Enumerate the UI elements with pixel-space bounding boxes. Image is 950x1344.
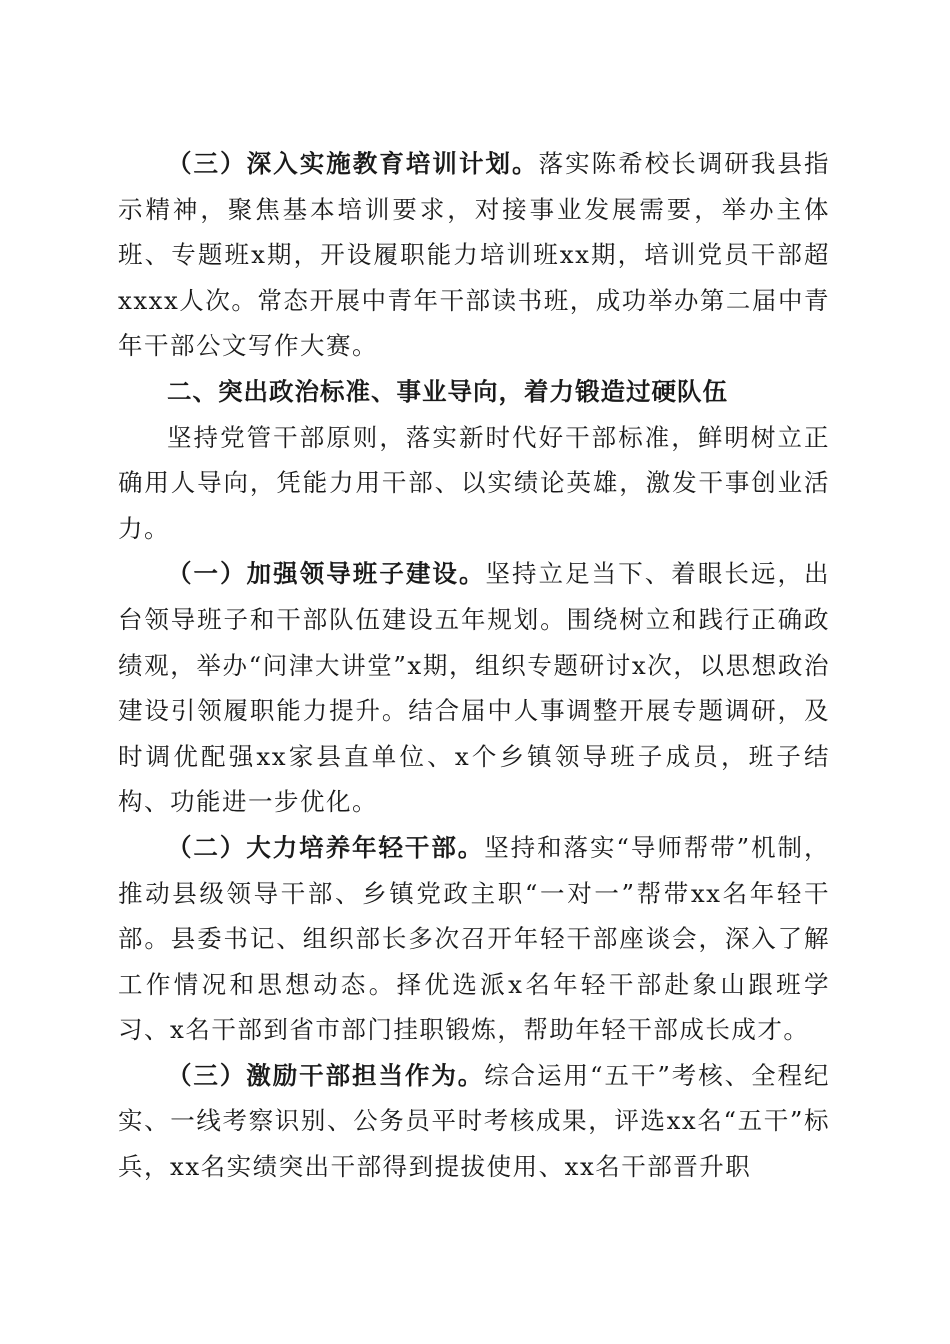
paragraph-leadership-teams: [118, 551, 830, 825]
paragraph-lead: （二）大力培养年轻干部。: [167, 832, 485, 862]
paragraph-text: 坚持和落实“导师帮带”机制，推动县级领导干部、乡镇党政主职“一对一”帮带xx名年轻干部。县委书记、组织部长多次召开年轻干部座谈会，深入了解工作情况和思想动态。择优选派x名年轻干部赴象山跟班学习、x名干部到省市部门挂职锻炼，帮助年轻干部成长成才。: [118, 832, 830, 1045]
paragraph-young-cadres: [118, 825, 830, 1053]
paragraph-incentives: [118, 1053, 830, 1190]
section-heading: 二、突出政治标准、事业导向，着力锻造过硬队伍: [167, 376, 728, 406]
paragraph-text: 坚持立足当下、着眼长远，出台领导班子和干部队伍建设五年规划。围绕树立和践行正确政绩观，举办“问津大讲堂”x期，组织专题研讨x次，以思想政治建设引领履职能力提升。结合届中人事调整开展专题调研，及时调优配强xx家县直单位、x个乡镇领导班子成员，班子结构、功能进一步优化。: [118, 559, 830, 817]
paragraph-lead: （一）加强领导班子建设。: [167, 559, 486, 589]
paragraph-lead: （三）深入实施教育培训计划。: [167, 149, 539, 178]
paragraph-text: 落实陈希校长调研我县指示精神，聚焦基本培训要求，对接事业发展需要，举办主体班、专题班x期，开设履职能力培训班xx期，培训党员干部超xxxx人次。常态开展中青年干部读书班，成功举办第二届中青年干部公文写作大赛。: [118, 149, 831, 361]
paragraph-lead: （三）激励干部担当作为。: [167, 1060, 485, 1090]
paragraph-section-intro: 坚持党管干部原则，落实新时代好干部标准，鲜明树立正确用人导向，凭能力用干部、以实绩论英雄，激发干事创业活力。: [118, 422, 830, 543]
paragraph-education-training: [118, 141, 830, 369]
document-body: [118, 141, 830, 1190]
paragraph-text: 综合运用“五干”考核、全程纪实、一线考察识别、公务员平时考核成果，评选xx名“五干”标兵，xx名实绩突出干部得到提拔使用、xx名干部晋升职: [118, 1060, 830, 1182]
